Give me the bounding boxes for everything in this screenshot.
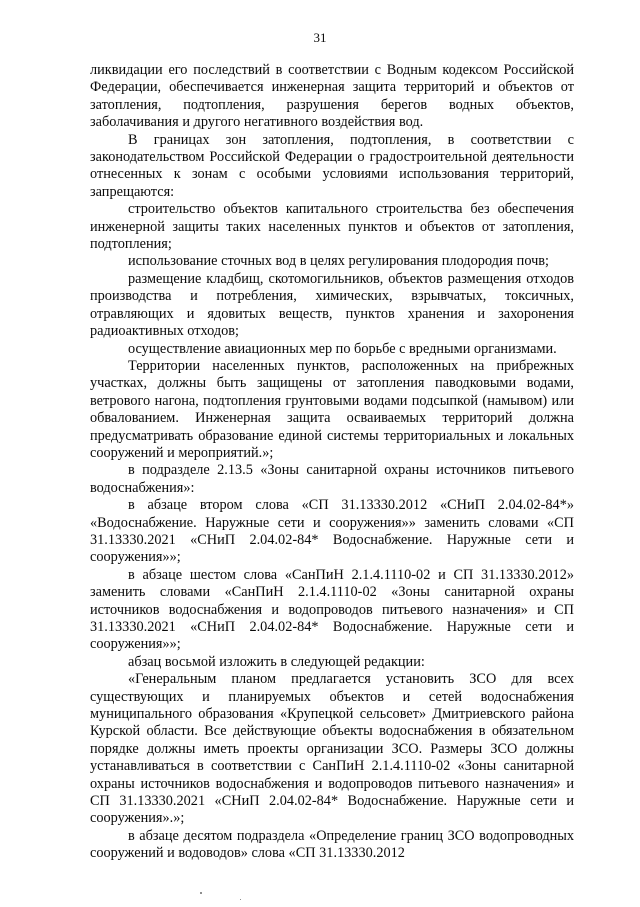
paragraph: абзац восьмой изложить в следующей редакции: [128,653,425,670]
paragraph: строительство объектов капитального строительства без обеспечения инженерной защиты таких населенных пунктов и объектов от затопления, подтопления; [90,201,574,253]
paragraph: В границах зон затопления, подтопления, в соответствии с законодательством Российской Федерации о градостроительной деятельности отнесенных к зонам с особыми условиями использования территорий, запрещаются: [90,131,574,200]
paragraph: размещение кладбищ, скотомогильников, объектов размещения отходов производства и потребления, химических, взрывчатых, токсичных, отравляющих и ядовитых веществ, пунктов хранения и захоронения радиоактивных отходов; [90,270,574,340]
paragraph: в подразделе 2.13.5 «Зоны санитарной охраны источников питьевого водоснабжения»: [90,462,574,496]
paragraph: в абзаце втором слова «СП 31.13330.2012 «СНиП 2.04.02-84*» «Водоснабжение. Наружные сети и сооружения»» заменить словами «СП 31.13330.2021 «СНиП 2.04.02-84* Водоснабжение. Наружные сети и сооружения»»; [90,497,574,566]
paragraph: осуществление авиационных мер по борьбе с вредными организмами. [128,340,557,357]
page-number: 31 [313,30,327,45]
paragraph: в абзаце десятом подраздела «Определение границ ЗСО водопроводных сооружений и водоводов» слова «СП 31.13330.2012 [90,827,574,862]
paragraph: использование сточных вод в целях регулирования плодородия почв; [128,253,550,270]
document-body [90,62,574,863]
scan-speck [240,899,241,900]
paragraph: в абзаце шестом слова «СанПиН 2.1.4.1110-02 и СП 31.13330.2012» заменить словами «СанПиН 2.1.4.1110-02 «Зоны санитарной охраны источников водоснабжения и водопроводов питьевого назначения» и СП 31.13330.2021 «СНиП 2.04.02-84* Водоснабжение. Наружные сети и сооружения»»; [90,566,574,653]
paragraph: ликвидации его последствий в соответствии с Водным кодексом Российской Федерации, обеспечивается инженерная защита территорий и объектов от затопления, подтопления, разрушения берегов водных объектов, заболачивания и другого негативного воздействия вод. [90,62,574,131]
paragraph: «Генеральным планом предлагается установить ЗСО для всех существующих и планируемых объектов и сетей водоснабжения муниципального образования «Крупецкой сельсовет» Дмитриевского района Курской области. Все действующие объекты водоснабжения в обязательном порядке должны иметь проекты организации ЗСО. Размеры ЗСО должны устанавливаться в соответствии с СанПиН 2.1.4.1110-02 «Зоны санитарной охраны источников водоснабжения и водопроводов питьевого назначения» и СП 31.13330.2021 «СНиП 2.04.02-84* Водоснабжение. Наружные сети и сооружения».»; [90,671,574,827]
scan-speck [200,892,202,894]
paragraph: Территории населенных пунктов, расположенных на прибрежных участках, должны быть защищены от затопления паводковыми водами, ветрового нагона, подтопления грунтовыми водами подсыпкой (намывом) или обвалованием. Инженерная защита осваиваемых территорий должна предусматривать образование единой системы территориальных и локальных сооружений и мероприятий.»; [90,357,574,461]
